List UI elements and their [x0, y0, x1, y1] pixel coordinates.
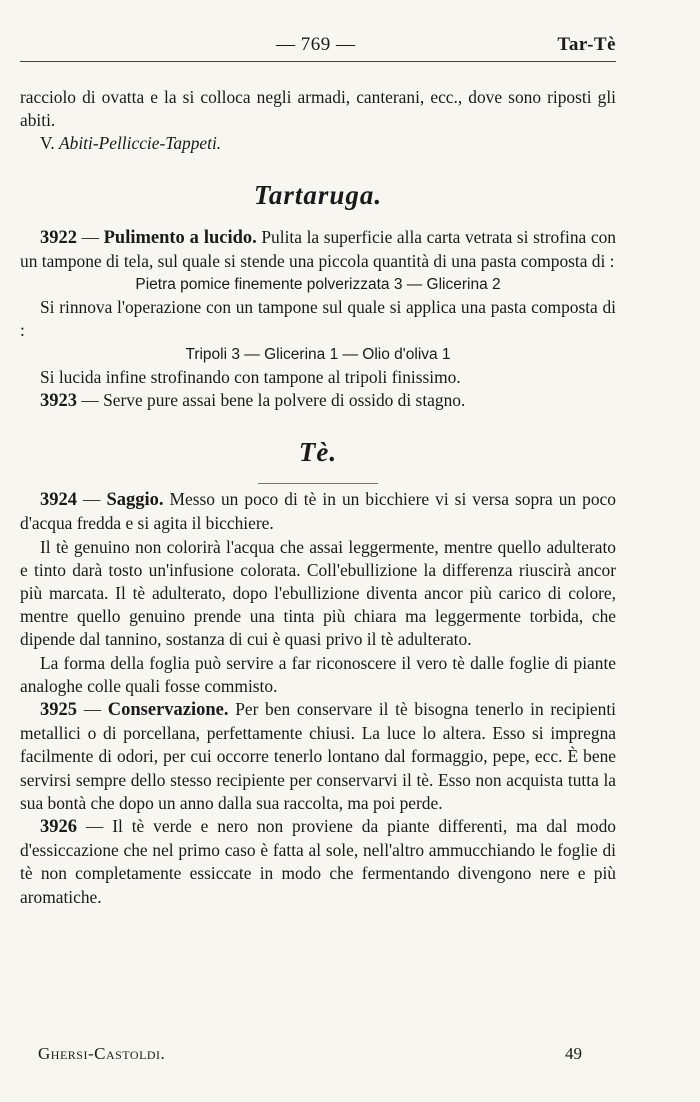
see-also-reference: [20, 132, 616, 155]
see-also-prefix: V.: [40, 133, 55, 154]
entry-dash: —: [81, 226, 99, 247]
recipe-line: Tripoli 3 — Glicerina 1 — Olio d'oliva 1: [185, 345, 451, 363]
entry-dash: —: [83, 699, 102, 720]
section-title-tartaruga: Tartaruga.: [253, 179, 383, 210]
page-number: — 769 —: [276, 34, 356, 55]
entry-text: — Il tè verde e nero non proviene da piante differenti, ma dal modo d'essiccazione che nel primo caso è fatta al sole, nell'altro ammucchiando le foglie di tè non completamente essiccate in modo che fermentando divengono nere e più aromatiche.: [20, 816, 616, 907]
entry-text: Pulita la superficie alla carta vetrata si strofina con un tampone di tela, sul quale si stende una piccola quantità di una pasta composta di :: [20, 226, 616, 271]
header-rule: [20, 61, 616, 62]
entry-text: Si lucida infine strofinando con tampone al tripoli finissimo.: [40, 366, 461, 387]
entry-number: 3924: [40, 490, 77, 511]
entry-3926: [20, 815, 616, 909]
entry-number: 3925: [40, 700, 77, 721]
entry-heading: Saggio.: [106, 490, 164, 511]
section-title-te: Tè.: [298, 437, 338, 468]
entry-text: — Serve pure assai bene la polvere di ossido di stagno.: [81, 390, 466, 411]
entry-3924: [20, 488, 616, 535]
page-header: [20, 34, 616, 56]
entry-3922: [20, 226, 616, 273]
entry-3925: [20, 698, 616, 815]
entry-paragraph: La forma della foglia può servire a far riconoscere il vero tè dalle foglie di piante analoghe colle quali fosse commisto.: [20, 652, 616, 696]
running-title: Tar-Tè: [557, 34, 616, 55]
recipe-line: Pietra pomice finemente polverizzata 3 — Glicerina 2: [135, 276, 501, 294]
section-rule: [258, 483, 378, 484]
entry-dash: —: [83, 489, 101, 510]
entry-text: Si rinnova l'operazione con un tampone sul quale si applica una pasta composta di :: [20, 297, 616, 341]
entry-number: 3926: [40, 817, 77, 838]
entry-number: 3923: [40, 391, 77, 412]
see-also-link: Abiti-Pelliccie-Tappeti.: [59, 133, 222, 154]
continuation-paragraph: racciolo di ovatta e la si colloca negli armadi, canterani, ecc., dove sono riposti gli abiti.: [20, 87, 616, 131]
entry-paragraph: Il tè genuino non colorirà l'acqua che assai leggermente, mentre quello adulterato e tinto darà tosto un'infusione colorata. Coll'ebullizione la differenza riuscirà ancor più marcata. Il tè adulterato, dopo l'ebullizione diventa ancor più carico di colore, mentre quello genuino prende una tinta più chiara ma leggermente torbida, che dipende dal tannino, sostanza di cui è quasi privo il tè adulterato.: [20, 536, 616, 650]
entry-3923: [20, 389, 616, 413]
entry-text: Messo un poco di tè in un bicchiere vi si versa sopra un poco d'acqua fredda e si agita il bicchiere.: [20, 489, 616, 534]
entry-text: Per ben conservare il tè bisogna tenerlo in recipienti metallici o di porcellana, perfettamente chiusi. La luce lo altera. Esso si impregna facilmente di odori, per cui occorre tenerlo lontano dal formaggio, pepe, ecc. È bene servirsi sempre dello stesso recipiente per conservarvi il tè. Esso non acquista tutta la sua bontà che dopo un anno dalla sua raccolta, ma poi perde.: [20, 699, 616, 813]
page-body: [20, 86, 616, 909]
entry-number: 3922: [40, 227, 77, 248]
signature-mark: 49: [565, 1044, 582, 1063]
page-footer: [38, 1044, 582, 1068]
entry-heading: Conservazione.: [107, 700, 229, 721]
publisher-imprint: Ghersi-Castoldi.: [38, 1044, 166, 1063]
entry-heading: Pulimento a lucido.: [103, 227, 257, 248]
